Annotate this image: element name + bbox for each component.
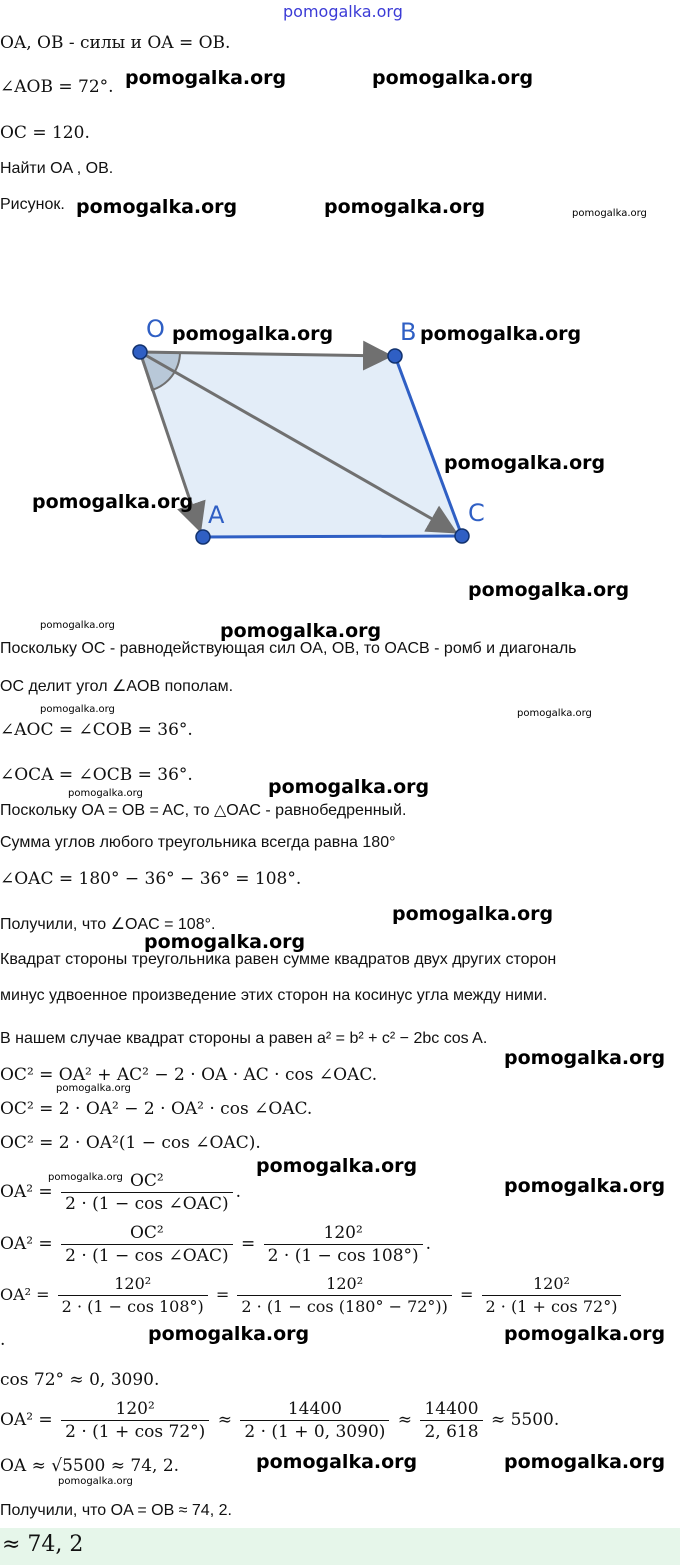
watermark: pomogalka.org [420, 323, 582, 345]
equation-fraction-4 [0, 1398, 559, 1443]
solution-para-3: Сумма углов любого треугольника всегда равна 180° [0, 834, 396, 851]
approx: ≈ [217, 1410, 232, 1430]
denominator: 2 · (1 − cos (180° − 72°)) [237, 1295, 452, 1318]
period-line: . [0, 1330, 6, 1350]
watermark-small: pomogalka.org [58, 1476, 133, 1487]
lhs: OA² = [0, 1234, 53, 1254]
watermark: pomogalka.org [256, 1155, 418, 1177]
watermark: pomogalka.org [148, 1323, 310, 1345]
equation-sqrt: OA ≈ √5500 ≈ 74, 2. [0, 1456, 180, 1476]
label-c: C [468, 499, 485, 527]
watermark: pomogalka.org [220, 620, 382, 642]
watermark: pomogalka.org [504, 1451, 666, 1473]
watermark: pomogalka.org [372, 67, 534, 89]
label-b: B [400, 318, 417, 346]
watermark-small: pomogalka.org [56, 1083, 131, 1094]
watermark: pomogalka.org [32, 491, 194, 513]
watermark-small: pomogalka.org [48, 1172, 123, 1183]
watermark: pomogalka.org [172, 323, 334, 345]
point-o [133, 345, 147, 359]
numerator: 14400 [424, 1399, 479, 1419]
period: . [425, 1234, 432, 1254]
solution-para-2: Поскольку OA = OB = AC, то △OAC - равнобедренный. [0, 802, 407, 819]
equation-angles-2: ∠OCA = ∠OCB = 36°. [0, 765, 193, 785]
fraction [61, 1222, 233, 1267]
cos-value: cos 72° ≈ 0, 3090. [0, 1370, 160, 1390]
watermark: pomogalka.org [392, 903, 554, 925]
watermark: pomogalka.org [444, 452, 606, 474]
solution-para-5a: Квадрат стороны треугольника равен сумме квадратов двух других сторон [0, 951, 557, 968]
watermark: pomogalka.org [504, 1047, 666, 1069]
lhs: OA² = [0, 1182, 53, 1202]
approx: ≈ [397, 1410, 413, 1430]
numerator: 120² [326, 1274, 364, 1293]
numerator: 120² [114, 1274, 152, 1293]
denominator: 2 · (1 − cos ∠OAC) [61, 1244, 233, 1267]
equation-fraction-3 [0, 1273, 624, 1318]
lhs: OA² = [0, 1285, 50, 1304]
denominator: 2 · (1 − cos ∠OAC) [61, 1192, 233, 1215]
watermark-small: pomogalka.org [40, 704, 115, 715]
answer-box [0, 1528, 680, 1565]
watermark: pomogalka.org [268, 776, 430, 798]
answer-value: ≈ 74, 2 [2, 1532, 84, 1557]
watermark: pomogalka.org [144, 931, 306, 953]
equals: = [241, 1234, 256, 1254]
fraction [58, 1273, 208, 1318]
point-c [455, 529, 469, 543]
watermark-small: pomogalka.org [517, 708, 592, 719]
numerator: 14400 [287, 1399, 342, 1419]
denominator: 2 · (1 + cos 72°) [482, 1295, 622, 1318]
denominator: 2, 618 [420, 1420, 482, 1443]
watermark: pomogalka.org [324, 196, 486, 218]
point-b [388, 349, 402, 363]
label-o: O [146, 315, 165, 343]
denominator: 2 · (1 + cos 72°) [61, 1420, 209, 1443]
fraction [482, 1273, 622, 1318]
equation-angles-1: ∠AOC = ∠COB = 36°. [0, 720, 193, 740]
numerator: 120² [323, 1223, 363, 1243]
period: . [235, 1182, 242, 1202]
fraction [237, 1273, 452, 1318]
solution-para-6: В нашем случае квадрат стороны a равен a² = b² + c² − 2bc cos A. [0, 1030, 488, 1047]
given-angle: ∠AOB = 72°. [0, 77, 114, 97]
watermark: pomogalka.org [504, 1175, 666, 1197]
fraction [61, 1398, 209, 1443]
equals: = [215, 1285, 230, 1304]
figure-caption: Рисунок. [0, 196, 65, 213]
solution-para-1a: Поскольку OC - равнодействующая сил OA, OB, то OACB - ромб и диагональ [0, 640, 577, 657]
given-forces: OA, OB - силы и OA = OB. [0, 33, 231, 53]
watermark: pomogalka.org [76, 196, 238, 218]
lhs: OA² = [0, 1410, 53, 1430]
solution-para-4: Получили, что ∠OAC = 108°. [0, 916, 216, 933]
denominator: 2 · (1 − cos 108°) [264, 1244, 423, 1267]
watermark-small: pomogalka.org [68, 788, 143, 799]
watermark: pomogalka.org [468, 579, 630, 601]
watermark: pomogalka.org [256, 1451, 418, 1473]
site-link[interactable]: pomogalka.org [283, 2, 403, 21]
fraction [264, 1222, 423, 1267]
side-ac [203, 536, 462, 537]
solution-para-1b: OC делит угол ∠AOB пополам. [0, 678, 234, 695]
numerator: 120² [115, 1399, 155, 1419]
solution-para-5b: минус удвоенное произведение этих сторон на косинус угла между ними. [0, 987, 548, 1004]
equation-cosine-law-3: OC² = 2 · OA²(1 − cos ∠OAC). [0, 1133, 261, 1153]
numerator: OC² [129, 1171, 164, 1191]
denominator: 2 · (1 − cos 108°) [58, 1295, 208, 1318]
denominator: 2 · (1 + 0, 3090) [240, 1420, 389, 1443]
equals: = [460, 1285, 474, 1304]
label-a: A [208, 501, 225, 529]
numerator: 120² [532, 1274, 570, 1293]
point-a [196, 530, 210, 544]
watermark: pomogalka.org [504, 1323, 666, 1345]
numerator: OC² [129, 1223, 164, 1243]
find-line: Найти OA , OB. [0, 160, 114, 177]
equation-angle-oac: ∠OAC = 180° − 36° − 36° = 108°. [0, 869, 302, 889]
watermark-small: pomogalka.org [572, 208, 647, 219]
conclusion: Получили, что OA = OB ≈ 74, 2. [0, 1502, 232, 1519]
watermark: pomogalka.org [125, 67, 287, 89]
tail: ≈ 5500. [490, 1410, 560, 1430]
fraction [420, 1398, 482, 1443]
fraction [240, 1398, 389, 1443]
equation-fraction-2 [0, 1222, 431, 1267]
watermark-small: pomogalka.org [40, 620, 115, 631]
equation-cosine-law-1: OC² = OA² + AC² − 2 · OA · AC · cos ∠OAC. [0, 1065, 378, 1085]
given-oc: OC = 120. [0, 123, 90, 143]
equation-cosine-law-2: OC² = 2 · OA² − 2 · OA² · cos ∠OAC. [0, 1099, 313, 1119]
